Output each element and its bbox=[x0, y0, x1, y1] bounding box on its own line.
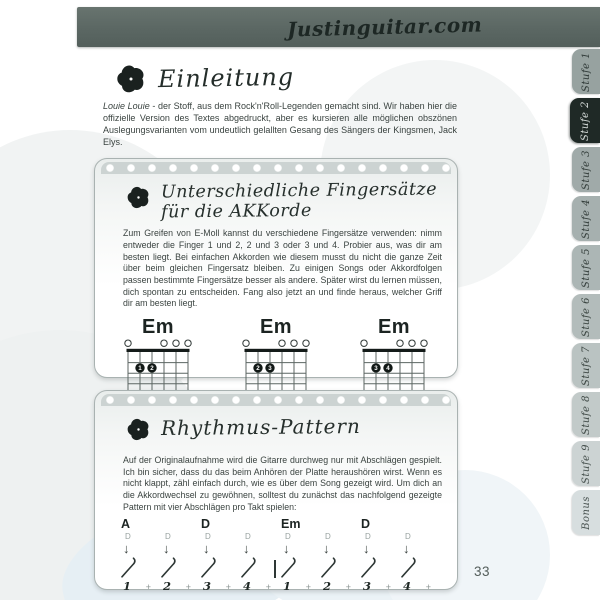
strum-slash-icon bbox=[359, 557, 377, 578]
beat-cell bbox=[397, 518, 437, 593]
open-string-marker bbox=[303, 340, 309, 346]
fingering-notebox bbox=[94, 158, 458, 378]
pinwheel-icon bbox=[114, 62, 148, 101]
beat-number: 1 bbox=[283, 579, 292, 594]
notebook-perforation bbox=[101, 162, 451, 174]
tab-stufe-5 bbox=[572, 245, 600, 290]
down-arrow-icon: ↓ bbox=[323, 541, 330, 557]
beat-cell bbox=[277, 518, 317, 593]
chord-name: Em bbox=[377, 316, 411, 338]
notebook-perforation bbox=[101, 394, 451, 406]
chord-name: Em bbox=[259, 316, 293, 338]
open-string-marker bbox=[173, 340, 179, 346]
open-string-marker bbox=[161, 340, 167, 346]
strum-slash-icon bbox=[239, 557, 257, 578]
rhythm-paragraph: Auf der Originalaufnahme wird die Gitarre durchweg nur mit Abschlägen gespielt. Ich bin sicher, dass du das beim Anhören der Platte heraushören wirst. Wenn es nicht klappt, zähl einfach durch, wie es über dem Song gezeigt wird. Um dich an die Akkordwechsel zu gewöhnen, solltest du zunächst das nachfolgend gezeigte Pattern mit vier Abschlägen pro Takt spielen: bbox=[123, 455, 442, 512]
tab-bonus bbox=[572, 490, 600, 535]
tab-label: Stufe 2 bbox=[579, 100, 591, 141]
beat-number: 2 bbox=[163, 579, 172, 594]
offbeat-plus: + bbox=[385, 582, 391, 593]
beat-number: 2 bbox=[323, 579, 332, 594]
strum-slash-icon bbox=[319, 557, 337, 578]
open-string-marker bbox=[291, 340, 297, 346]
open-string-marker bbox=[125, 340, 131, 346]
nut bbox=[245, 349, 308, 352]
downstroke-letter: D bbox=[245, 532, 251, 542]
offbeat-plus: + bbox=[225, 582, 231, 593]
rhythm-box-title: Rhythmus-Pattern bbox=[160, 413, 361, 441]
svg-text:2: 2 bbox=[256, 365, 260, 373]
down-arrow-icon: ↓ bbox=[123, 541, 130, 557]
open-string-marker bbox=[361, 340, 367, 346]
tab-label: Stufe 5 bbox=[580, 247, 592, 288]
tab-stufe-3 bbox=[572, 147, 600, 192]
nut bbox=[127, 349, 190, 352]
beat-cell bbox=[237, 518, 277, 593]
downstroke-letter: D bbox=[165, 532, 171, 542]
pinwheel-icon bbox=[125, 416, 152, 443]
tab-label: Bonus bbox=[580, 495, 592, 530]
strum-slash-icon bbox=[119, 557, 137, 578]
tab-label: Stufe 1 bbox=[580, 51, 592, 92]
svg-text:4: 4 bbox=[386, 365, 390, 373]
bar-line bbox=[274, 560, 276, 578]
open-string-marker bbox=[279, 340, 285, 346]
pinwheel-icon bbox=[125, 416, 152, 448]
svg-text:2: 2 bbox=[150, 365, 154, 373]
tab-label: Stufe 4 bbox=[580, 198, 592, 239]
intro-body-text: - der Stoff, aus dem Rock'n'Roll-Legenden gemacht sind. Wir haben hier die offizielle Version des Textes abgedruckt, aber es kursieren alle möglichen obszönen Auslegungsvarianten vom undeutlich gelallten Gesang des Sängers der Kingsmen, Jack Elys. bbox=[103, 101, 457, 148]
beat-number: 4 bbox=[403, 579, 412, 594]
tab-stufe-4 bbox=[572, 196, 600, 241]
offbeat-plus: + bbox=[425, 582, 431, 593]
section-heading-einleitung: Einleitung bbox=[157, 62, 295, 94]
open-string-marker bbox=[409, 340, 415, 346]
tab-stufe-9 bbox=[572, 441, 600, 486]
tab-stufe-7 bbox=[572, 343, 600, 388]
chord-name: Em bbox=[141, 316, 175, 338]
beat-number: 4 bbox=[243, 579, 252, 594]
beat-cell bbox=[117, 518, 157, 593]
down-arrow-icon: ↓ bbox=[363, 541, 370, 557]
svg-text:3: 3 bbox=[268, 365, 272, 373]
down-arrow-icon: ↓ bbox=[163, 541, 170, 557]
pinwheel-icon bbox=[125, 184, 152, 211]
chord-label: D bbox=[361, 517, 371, 532]
page-number: 33 bbox=[474, 564, 491, 579]
beat-cell bbox=[317, 518, 357, 593]
strumming-pattern bbox=[117, 518, 457, 593]
song-title-text: Louie Louie bbox=[103, 101, 150, 111]
open-string-marker bbox=[243, 340, 249, 346]
down-arrow-icon: ↓ bbox=[403, 541, 410, 557]
tab-stufe-1 bbox=[572, 49, 600, 94]
downstroke-letter: D bbox=[125, 532, 131, 542]
tab-label: Stufe 6 bbox=[580, 296, 592, 337]
down-arrow-icon: ↓ bbox=[243, 541, 250, 557]
downstroke-letter: D bbox=[285, 532, 291, 542]
tab-label: Stufe 9 bbox=[580, 443, 592, 484]
strum-slash-icon bbox=[399, 557, 417, 578]
tab-label: Stufe 3 bbox=[580, 149, 592, 190]
svg-text:3: 3 bbox=[374, 365, 378, 373]
beat-cell bbox=[157, 518, 197, 593]
beat-number: 1 bbox=[123, 579, 132, 594]
tab-stufe-2 bbox=[570, 98, 600, 143]
tab-label: Stufe 8 bbox=[580, 394, 592, 435]
downstroke-letter: D bbox=[325, 532, 331, 542]
offbeat-plus: + bbox=[265, 582, 271, 593]
tab-label: Stufe 7 bbox=[580, 345, 592, 386]
open-string-marker bbox=[185, 340, 191, 346]
downstroke-letter: D bbox=[365, 532, 371, 542]
offbeat-plus: + bbox=[305, 582, 311, 593]
svg-text:1: 1 bbox=[138, 365, 142, 373]
pinwheel-icon bbox=[125, 184, 152, 216]
beat-number: 3 bbox=[363, 579, 372, 594]
tab-stufe-6 bbox=[572, 294, 600, 339]
down-arrow-icon: ↓ bbox=[283, 541, 290, 557]
pinwheel-icon bbox=[114, 62, 148, 96]
beat-cell bbox=[197, 518, 237, 593]
top-banner bbox=[77, 7, 600, 47]
open-string-marker bbox=[397, 340, 403, 346]
fingering-box-title: Unterschiedliche Fingersätze für die AKKorde bbox=[160, 179, 438, 223]
chord-label: D bbox=[201, 517, 211, 532]
fingering-paragraph: Zum Greifen von E-Moll kannst du verschiedene Fingersätze verwenden: nimm entweder die Finger 1 und 2, 2 und 3 oder 3 und 4. Probier aus, was dir am besten liegt. Bei einfachen Akkorden wie diesem musst du nicht die ganze Zeit über beim gleichen Fingersatz bleiben. Zu einigen Songs oder Akkordfolgen passen bestimmte Fingersätze besser als andere. Später wirst du lernen müssen, dich spontan zu entscheiden. Fang also jetzt an und finde heraus, welcher Griff dir am besten liegt. bbox=[123, 228, 442, 309]
nut bbox=[363, 349, 426, 352]
downstroke-letter: D bbox=[405, 532, 411, 542]
chord-label: A bbox=[121, 517, 131, 532]
intro-paragraph bbox=[103, 100, 457, 149]
rhythm-notebox bbox=[94, 390, 458, 594]
offbeat-plus: + bbox=[145, 582, 151, 593]
beat-cell bbox=[357, 518, 397, 593]
offbeat-plus: + bbox=[185, 582, 191, 593]
open-string-marker bbox=[421, 340, 427, 346]
stage-tab-rail bbox=[570, 49, 600, 539]
chord-label: Em bbox=[281, 517, 301, 532]
beat-number: 3 bbox=[203, 579, 212, 594]
tab-stufe-8 bbox=[572, 392, 600, 437]
strum-slash-icon bbox=[159, 557, 177, 578]
offbeat-plus: + bbox=[345, 582, 351, 593]
down-arrow-icon: ↓ bbox=[203, 541, 210, 557]
downstroke-letter: D bbox=[205, 532, 211, 542]
strum-slash-icon bbox=[199, 557, 217, 578]
justinguitar-logo: Justinguitar.com bbox=[286, 12, 483, 42]
strum-slash-icon bbox=[279, 557, 297, 578]
